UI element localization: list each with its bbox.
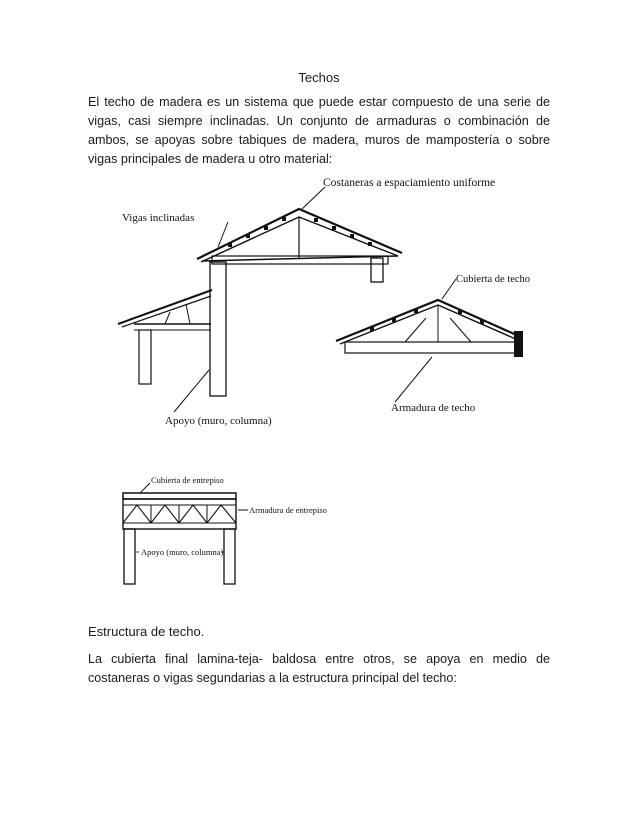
label-apoyo: Apoyo (muro, columna) [165, 415, 272, 427]
label-costaneras: Costaneras a espaciamiento uniforme [323, 177, 496, 189]
label-armadura-entrepiso: Armadura de entrepiso [249, 505, 327, 515]
section-subtitle: Estructura de techo. [88, 624, 205, 639]
label-vigas-inclinadas: Vigas inclinadas [122, 212, 195, 224]
floor-truss-drawing [123, 483, 248, 584]
label-armadura-techo: Armadura de techo [391, 402, 476, 414]
label-apoyo-entrepiso: Apoyo (muro, columna) [141, 547, 224, 557]
label-cubierta-techo: Cubierta de techo [456, 274, 531, 285]
label-cubierta-entrepiso: Cubierta de entrepiso [151, 475, 224, 485]
second-paragraph: La cubierta final lamina-teja- baldosa entre otros, se apoya en medio de costaneras o vigas segundarias a la estructura principal del techo: [88, 652, 550, 685]
intro-paragraph: El techo de madera es un sistema que puede estar compuesto de una serie de vigas, casi siempre inclinadas. Un conjunto de armaduras o combinación de ambos, se apoyas sobre tabiques de madera, muros de mampostería o sobre vigas principales de madera u otro material: [88, 95, 550, 166]
page-title: Techos [298, 70, 340, 85]
